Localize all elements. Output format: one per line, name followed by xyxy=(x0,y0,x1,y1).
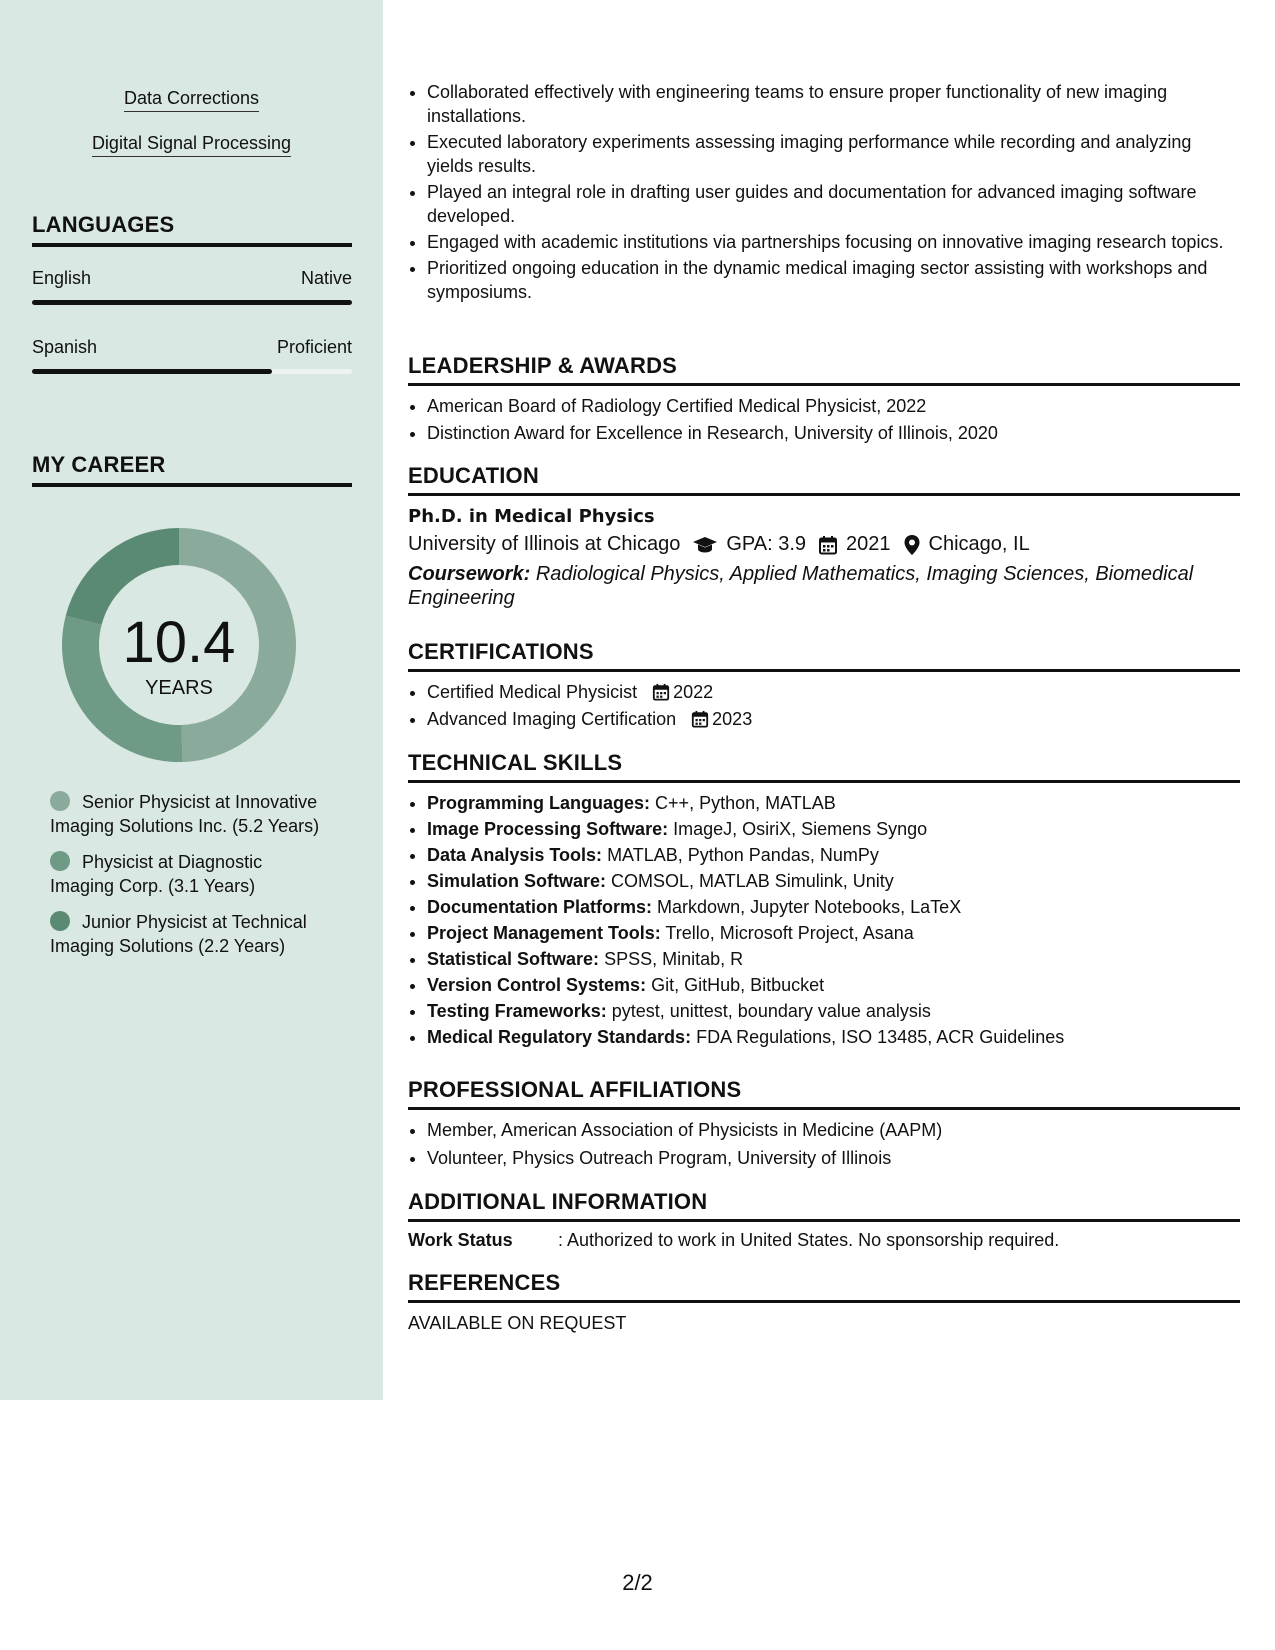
legend-dot xyxy=(50,851,70,871)
list-item: • Project Management Tools: Trello, Microsoft Project, Asana xyxy=(427,921,1240,945)
references-text: AVAILABLE ON REQUEST xyxy=(408,1313,627,1333)
list-item: • Played an integral role in drafting user guides and documentation for advanced imaging software developed. xyxy=(427,180,1240,228)
list-item: • Documentation Platforms: Markdown, Jupyter Notebooks, LaTeX xyxy=(427,895,1240,919)
skill-link[interactable]: Digital Signal Processing xyxy=(0,133,383,157)
list-item: • Version Control Systems: Git, GitHub, Bitbucket xyxy=(427,973,1240,997)
additional-info-section xyxy=(408,1189,1240,1251)
technical-skills-section xyxy=(408,750,1240,1051)
education-section xyxy=(408,463,1240,610)
work-status-value: : Authorized to work in United States. No sponsorship required. xyxy=(558,1230,1060,1250)
language-proficiency-bar xyxy=(32,369,352,374)
affiliations-section xyxy=(408,1077,1240,1170)
list-item: • Advanced Imaging Certification 2023 xyxy=(427,707,1240,731)
language-level: Native xyxy=(300,268,352,288)
work-status-label: Work Status xyxy=(408,1230,513,1250)
list-item: • Programming Languages: C++, Python, MATLAB xyxy=(427,791,1240,815)
career-unit: YEARS xyxy=(145,677,213,699)
list-item: • Simulation Software: COMSOL, MATLAB Simulink, Unity xyxy=(427,869,1240,893)
section-heading: REFERENCES xyxy=(408,1270,1240,1303)
education-details xyxy=(408,533,1240,556)
location-pin-icon xyxy=(903,534,921,556)
career-legend xyxy=(50,790,330,970)
school: University of Illinois at Chicago xyxy=(408,533,681,555)
page-number: 2/2 xyxy=(622,1570,653,1595)
calendar-icon xyxy=(691,710,709,728)
certifications-section xyxy=(408,639,1240,731)
language-name: English xyxy=(32,268,92,288)
section-heading: TECHNICAL SKILLS xyxy=(408,750,1240,783)
leadership-section xyxy=(408,353,1240,445)
list-item: • Certified Medical Physicist 2022 xyxy=(427,680,1240,704)
section-heading: EDUCATION xyxy=(408,463,1240,496)
career-legend-item: Physicist at Diagnostic Imaging Corp. (3.1 Years) xyxy=(50,852,263,896)
degree: Ph.D. in Medical Physics xyxy=(408,506,655,527)
legend-dot xyxy=(50,911,70,931)
references-section xyxy=(408,1270,1240,1334)
career-legend-item: Senior Physicist at Innovative Imaging Solutions Inc. (5.2 Years) xyxy=(50,792,320,836)
list-item: • Prioritized ongoing education in the dynamic medical imaging sector assisting with workshops and symposiums. xyxy=(427,256,1240,304)
coursework: Coursework: Radiological Physics, Applied Mathematics, Imaging Sciences, Biomedical Engineering xyxy=(408,563,1194,609)
language-proficiency-bar xyxy=(32,300,352,305)
language-proficiency-fill xyxy=(32,300,352,305)
list-item: • Executed laboratory experiments assessing imaging performance while recording and analyzing yields results. xyxy=(427,130,1240,178)
list-item: • American Board of Radiology Certified Medical Physicist, 2022 xyxy=(427,394,1240,418)
location: Chicago, IL xyxy=(928,533,1030,555)
languages-heading: LANGUAGES xyxy=(32,212,352,247)
list-item: • Statistical Software: SPSS, Minitab, R xyxy=(427,947,1240,971)
gpa: GPA: 3.9 xyxy=(726,533,807,555)
calendar-icon xyxy=(652,683,670,701)
language-name: Spanish xyxy=(32,337,98,357)
legend-dot xyxy=(50,791,70,811)
list-item: • Volunteer, Physics Outreach Program, University of Illinois xyxy=(427,1146,1240,1170)
graduation-year: 2021 xyxy=(846,533,891,555)
career-total: 10.4 xyxy=(122,610,236,675)
list-item: • Collaborated effectively with engineering teams to ensure proper functionality of new imaging installations. xyxy=(427,80,1240,128)
career-donut-chart xyxy=(62,528,296,762)
list-item: • Member, American Association of Physicists in Medicine (AAPM) xyxy=(427,1118,1240,1142)
list-item: • Data Analysis Tools: MATLAB, Python Pandas, NumPy xyxy=(427,843,1240,867)
calendar-icon xyxy=(818,535,838,555)
list-item: • Medical Regulatory Standards: FDA Regulations, ISO 13485, ACR Guidelines xyxy=(427,1025,1240,1049)
work-status-row xyxy=(408,1230,1240,1251)
language-level: Proficient xyxy=(276,337,352,357)
graduation-cap-icon xyxy=(692,536,718,554)
list-item: • Testing Frameworks: pytest, unittest, boundary value analysis xyxy=(427,999,1240,1023)
section-heading: ADDITIONAL INFORMATION xyxy=(408,1189,1240,1222)
language-proficiency-fill xyxy=(32,369,272,374)
language-row xyxy=(32,337,352,358)
career-legend-item: Junior Physicist at Technical Imaging Solutions (2.2 Years) xyxy=(50,912,307,956)
language-row xyxy=(32,268,352,289)
experience-bullets xyxy=(408,80,1240,304)
list-item: • Distinction Award for Excellence in Research, University of Illinois, 2020 xyxy=(427,421,1240,445)
career-heading: MY CAREER xyxy=(32,452,352,487)
sidebar xyxy=(0,0,383,1400)
section-heading: PROFESSIONAL AFFILIATIONS xyxy=(408,1077,1240,1110)
section-heading: CERTIFICATIONS xyxy=(408,639,1240,672)
section-heading: LEADERSHIP & AWARDS xyxy=(408,353,1240,386)
skill-link[interactable]: Data Corrections xyxy=(0,88,383,112)
list-item: • Image Processing Software: ImageJ, OsiriX, Siemens Syngo xyxy=(427,817,1240,841)
list-item: • Engaged with academic institutions via partnerships focusing on innovative imaging research topics. xyxy=(427,230,1240,254)
